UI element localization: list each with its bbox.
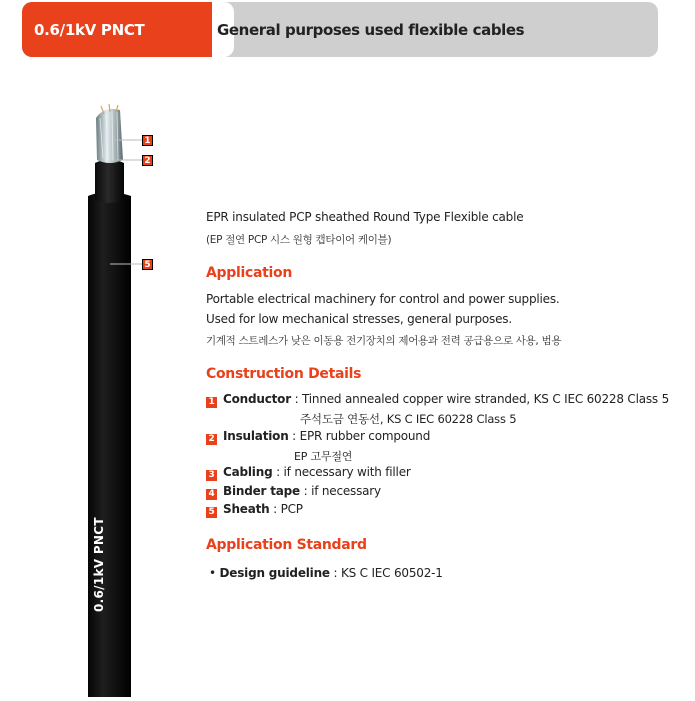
construction-item-insulation-ko: EP 고무절연	[294, 450, 353, 463]
cable-insulation	[95, 160, 124, 204]
construction-item-conductor: 1 Conductor : Tinned annealed copper wire stranded, KS C IEC 60228 Class 5	[206, 392, 669, 408]
construction-item-binder-tape: 4 Binder tape : if necessary	[206, 484, 381, 500]
item-number: 2	[206, 434, 217, 445]
description-ko: (EP 절연 PCP 시스 원형 캡타이어 케이블)	[206, 234, 392, 246]
construction-item-sheath: 5 Sheath : PCP	[206, 502, 303, 518]
item-label: Sheath	[223, 502, 270, 516]
construction-item-cabling: 3 Cabling : if necessary with filler	[206, 465, 411, 481]
callout-1: 1	[142, 135, 153, 146]
item-label: Cabling	[223, 465, 273, 479]
item-number: 3	[206, 470, 217, 481]
product-code: 0.6/1kV PNCT	[22, 2, 212, 57]
application-line-1: Portable electrical machinery for control and power supplies.	[206, 292, 560, 306]
page-title: General purposes used flexible cables	[217, 20, 525, 39]
construction-item-insulation: 2 Insulation : EPR rubber compound	[206, 429, 430, 445]
standard-item: • Design guideline : KS C IEC 60502-1	[209, 566, 443, 580]
standard-label: Design guideline	[219, 566, 330, 580]
item-number: 5	[206, 507, 217, 518]
standard-title: Application Standard	[206, 537, 367, 553]
construction-item-conductor-ko: 주석도금 연동선, KS C IEC 60228 Class 5	[300, 412, 517, 426]
item-label: Binder tape	[223, 484, 300, 498]
callout-5: 5	[142, 259, 153, 270]
callout-2: 2	[142, 155, 153, 166]
item-number: 4	[206, 489, 217, 500]
cable-conductor	[96, 109, 123, 163]
cable-print-label: 0.6/1kV PNCT	[92, 517, 106, 612]
application-line-2: Used for low mechanical stresses, general purposes.	[206, 312, 512, 326]
standard-value: KS C IEC 60502-1	[340, 566, 443, 580]
item-value: if necessary	[311, 484, 381, 498]
bullet: •	[209, 566, 216, 580]
item-label: Conductor	[223, 392, 291, 406]
cable-illustration	[0, 0, 200, 697]
item-value: EPR rubber compound	[299, 429, 431, 443]
item-value: Tinned annealed copper wire stranded, KS C IEC 60228 Class 5	[302, 392, 670, 406]
application-title: Application	[206, 265, 292, 281]
item-value: if necessary with filler	[283, 465, 411, 479]
description-en: EPR insulated PCP sheathed Round Type Flexible cable	[206, 210, 524, 224]
item-value: PCP	[280, 502, 303, 516]
item-label: Insulation	[223, 429, 289, 443]
application-line-3: 기계적 스트레스가 낮은 이동용 전기장치의 제어용과 전력 공급용으로 사용, 범용	[206, 335, 562, 347]
cable-sheath	[88, 192, 131, 697]
construction-title: Construction Details	[206, 366, 362, 382]
item-number: 1	[206, 397, 217, 408]
